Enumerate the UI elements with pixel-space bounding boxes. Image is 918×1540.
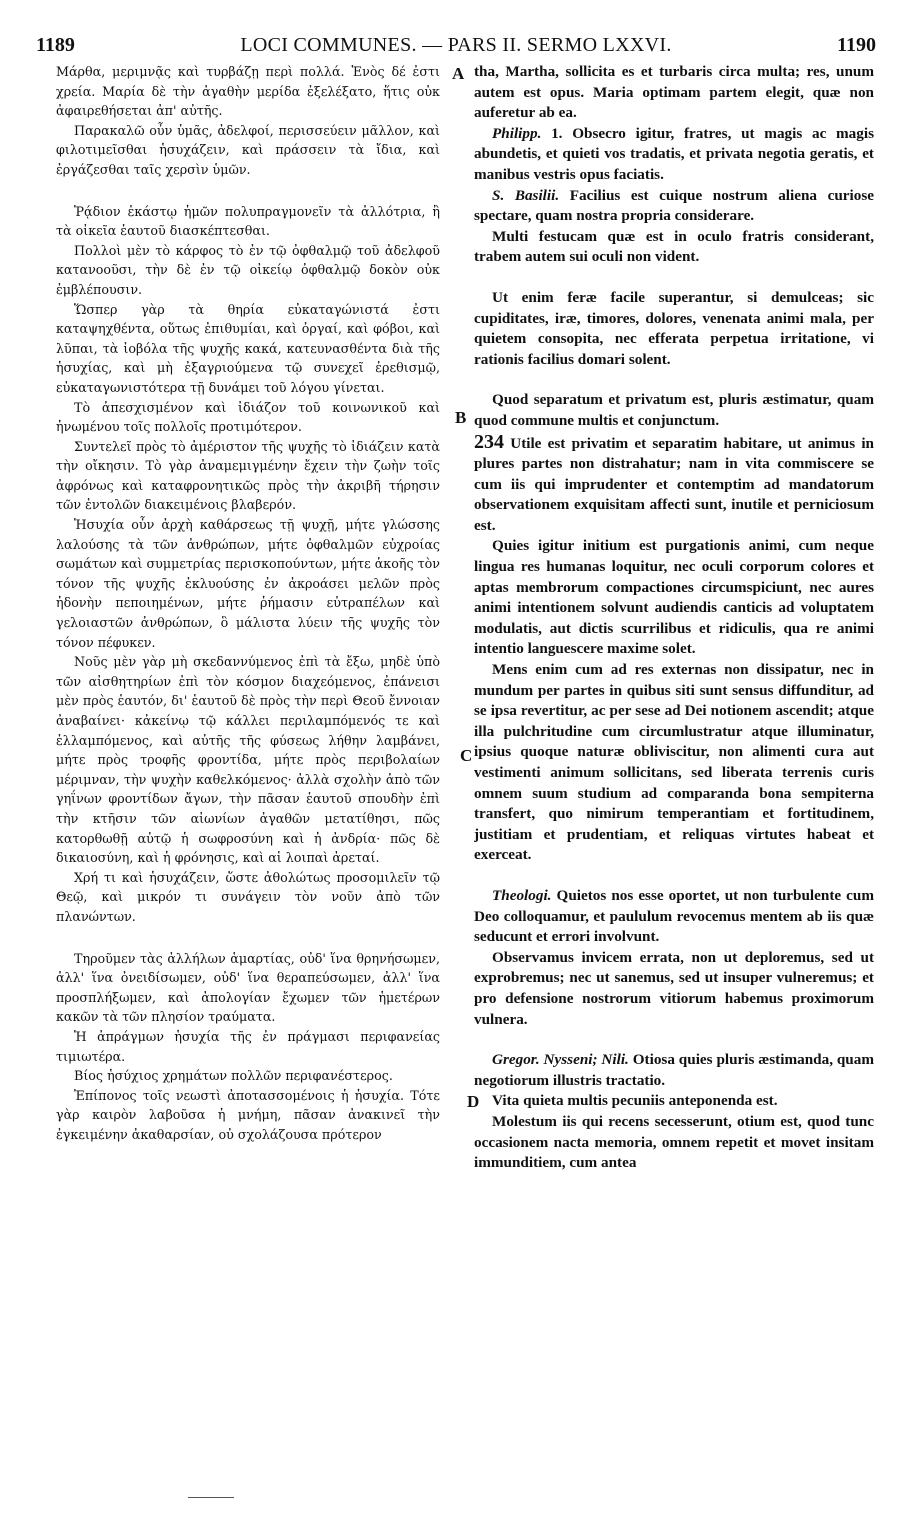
source-label: Philipp. [492,124,542,142]
paragraph-gap [474,866,874,886]
latin-paragraph [474,124,874,186]
running-header [36,34,876,56]
greek-paragraph: Ἡσυχία οὖν ἀρχὴ καθάρσεως τῇ ψυχῇ, μήτε γλώσσης λαλούσης τὰ τῶν ἀνθρώπων, μήτε ὀφθαλμῶν εὐχροίας σωμάτων καὶ συμμετρίας περισκοπούντων, μήτε ἀκοῆς τὸν τόνον τῆς ψυχῆς ἐκλυούσης ἐν ἀκροάσει μελῶν πρὸς ἡδονὴν πεποιημένων, μήτε ῥήμασιν εὐτραπέλων καὶ γελοιαστῶν ἀνθρώπων, ὃ μάλιστα λύειν τῆς ψυχῆς τὸν τόνον πέφυκεν. [56,517,440,650]
paragraph-gap [56,927,440,949]
greek-paragraph: Τὸ ἀπεσχισμένον καὶ ἰδιάζον τοῦ κοινωνικοῦ καὶ ἡνωμένου τοῖς πολλοῖς προτιμότερον. [56,399,440,435]
latin-paragraph: Quod separatum et privatum est, pluris æstimatur, quam quod commune multis et conjunctum. [474,391,874,429]
paragraph-gap [474,370,874,390]
latin-text: Utile est privatim et separatim habitare, ut animus in plures partes non distrahatur; nam in vita commiscere se cum iis qui imprudenter et contemptim ad mandatorum observationem exquisitam affecti sunt, inutile et perniciosum est. [474,434,874,534]
greek-paragraph: Τηροῦμεν τὰς ἀλλήλων ἁμαρτίας, οὐδ' ἵνα θρηνήσωμεν, ἀλλ' ἵνα ὀνειδίσωμεν, οὐδ' ἵνα θεραπεύσωμεν, ἀλλ' ἵνα προσπλήξωμεν, καὶ ἀπολογίαν ἔχωμεν τῶν ἡμετέρων κακῶν τὰ τῶν πλησίον τραύματα. [56,950,440,1025]
greek-paragraph: Ἐπίπονος τοῖς νεωστὶ ἀποτασσομένοις ἡ ἡσυχία. Τότε γὰρ καιρὸν λαβοῦσα ἡ μνήμη, πᾶσαν ἀνακινεῖ τὴν ἐγκειμένην ἀκαθαρσίαν, οὐ σχολάζουσα πρότερον [56,1087,440,1142]
source-label: S. Basilii. [492,186,560,204]
margin-marker-a: A [452,64,465,83]
latin-paragraph [474,186,874,227]
latin-text: Facilius est cuique nostrum aliena curiose spectare, quam nostra propria considerare. [474,186,874,225]
latin-paragraph [474,886,874,948]
latin-paragraph: Mens enim cum ad res externas non dissipatur, nec in mundum per partes in quibus siti sunt sensus diffunditur, ad se ipsa revertitur, ac per sese ad Dei notionem ascendit; atque illa pulchritudine cum circumlustratur atque illuminatur, ipsius quoque naturæ obliviscitur, non alimenti cura aut vestimenti animum sollicitans, sed liberata terrenis curis omnem suum studium ad comparanda bona sempiterna transfert, quo nimirum temperantiam et fortitudinem, justitiam et prudentiam, et reliquas virtutes habeat et exerceat. [474,661,874,864]
latin-text: Quietos nos esse oportet, ut non turbulente cum Deo colloquamur, et paululum revocemus mentem ab iis quæ seducunt et errori involvunt. [474,886,874,946]
greek-paragraph: Παρακαλῶ οὖν ὑμᾶς, ἀδελφοί, περισσεύειν μᾶλλον, καὶ φιλοτιμεῖσθαι ἡσυχάζειν, καὶ πράσσειν τὰ ἴδια, καὶ ἐργάζεσθαι ταῖς χερσὶν ὑμῶν. [56,122,440,177]
paragraph-gap [474,268,874,288]
greek-paragraph: Ὥσπερ γὰρ τὰ θηρία εὐκαταγώνιστά ἐστι καταψηχθέντα, οὕτως ἐπιθυμίαι, καὶ ὀργαί, καὶ φόβοι, καὶ λῦπαι, τὰ ἰοβόλα τῆς ψυχῆς κακά, κατευνασθέντα διὰ τῆς ἡσυχίας, καὶ μὴ ἐξαγριούμενα τῷ συνεχεῖ ἐρεθισμῷ, εὐκαταγωνιστότερα τῇ δυνάμει τοῦ λόγου γίνεται. [56,301,440,395]
greek-paragraph: Νοῦς μὲν γὰρ μὴ σκεδαννύμενος ἐπὶ τὰ ἔξω, μηδὲ ὑπὸ τῶν αἰσθητηρίων ἐπὶ τὸν κόσμον διαχεόμενος, ἐπάνεισι μὲν πρὸς ἑαυτόν, δι' ἑαυτοῦ δὲ πρὸς τὴν περὶ Θεοῦ ἔννοιαν ἀναβαίνει· κἀκείνῳ τῷ κάλλει περιλαμπόμενός τε καὶ ἐλλαμπόμενος, καὶ αὐτῆς τῆς φύσεως λήθην λαμβάνει, μήτε πρὸς τροφῆς φροντίδα, μήτε πρὸς περιβολαίων μέριμναν, τὴν ψυχὴν καθελκόμενος· ἀλλὰ σχολὴν ἀπὸ τῶν γηΐνων φροντίδων ἄγων, τὴν πᾶσαν ἑαυτοῦ σπουδὴν ἐπὶ τὴν κτῆσιν τῶν αἰωνίων ἀγαθῶν μετατίθησι, πῶς κατορθωθῇ αὐτῷ ἡ σωφροσύνη καὶ ἡ ἀνδρία· πῶς δὲ δικαιοσύνη, καὶ ἡ φρόνησις, καὶ αἱ λοιπαὶ ἀρεταί. [56,654,440,866]
greek-paragraph: Ῥᾴδιον ἑκάστῳ ἡμῶν πολυπραγμονεῖν τὰ ἀλλότρια, ἢ τὰ οἰκεῖα ἑαυτοῦ διασκέπτεσθαι. [56,203,440,239]
latin-paragraph: Vita quieta multis pecuniis anteponenda est. [492,1092,778,1110]
latin-paragraph [474,1050,874,1091]
greek-paragraph: Μάρθα, μεριμνᾷς καὶ τυρβάζῃ περὶ πολλά. Ἑνὸς δέ ἐστι χρεία. Μαρία δὲ τὴν ἀγαθὴν μερίδα ἐξελέξατο, ἥτις οὐκ ἀφαιρεθήσεται ἀπ' αὐτῆς. [56,64,440,119]
greek-paragraph: Χρή τι καὶ ἡσυχάζειν, ὥστε ἀθολώτως προσομιλεῖν τῷ Θεῷ, καὶ μικρόν τι συνάγειν τὸν νοῦν ἀπὸ τῶν πλανώντων. [56,869,440,924]
margin-marker-d: D [467,1092,480,1111]
paragraph-gap [56,180,440,202]
page-number-left: 1189 [36,34,75,56]
margin-marker-b: B [455,408,467,427]
latin-paragraph: Quies igitur initium est purgationis animi, cum neque lingua res humanas loquitur, nec oculi corporum colores et aptas membrorum compactiones circumspiciunt, nec aures animi intentionem solvunt audiendis canticis ad voluptatem modulatis, aut dictis scurrilibus et ridiculis, qua re animi intentio languescere maxime solet. [474,537,874,658]
margin-marker-c: C [460,746,473,765]
greek-paragraph: Βίος ἡσύχιος χρημάτων πολλῶν περιφανέστερος. [74,1068,393,1084]
greek-paragraph: Ἡ ἀπράγμων ἡσυχία τῆς ἐν πράγμασι περιφανείας τιμιωτέρα. [56,1028,440,1064]
greek-paragraph: Πολλοὶ μὲν τὸ κάρφος τὸ ἐν τῷ ὀφθαλμῷ τοῦ ἀδελφοῦ κατανοοῦσι, τὴν δὲ ἐν τῷ οἰκείῳ ὀφθαλμῷ δοκὸν οὐκ ἐμβλέπουσιν. [56,242,440,297]
running-title: LOCI COMMUNES. — PARS II. SERMO LXXVI. [240,34,672,56]
paragraph-gap [474,1030,874,1050]
greek-paragraph: Συντελεῖ πρὸς τὸ ἀμέριστον τῆς ψυχῆς τὸ ἰδιάζειν κατὰ τὴν οἴκησιν. Τὸ γὰρ ἀναμεμιγμένην ἔχειν τὴν ζωὴν τοῖς ἀφρόνως καὶ καταφρονητικῶς πρὸς τὴν ἀκριβῆ τήρησιν τῶν ἐντολῶν διακειμένοις βλαβερόν. [56,438,440,513]
latin-column [474,62,874,1502]
latin-text: 1. Obsecro igitur, fratres, ut magis ac magis abundetis, et quieti vos tradatis, et privata negotia geratis, et manibus vestris opus faciatis. [474,124,874,183]
page-number-right: 1190 [837,34,876,56]
latin-paragraph: Multi festucam quæ est in oculo fratris considerant, trabem autem sui oculi non vident. [474,227,874,266]
source-label: Theologi. [492,886,552,904]
latin-paragraph [474,432,874,537]
latin-paragraph: Molestum iis qui recens secesserunt, otium est, quod tunc occasionem nacta memoria, omnem repetit et movet insitam immunditiem, cum antea [474,1112,874,1172]
latin-text: Otiosa quies pluris æstimanda, quam negotiorum illustris tractatio. [474,1051,874,1089]
source-label: Gregor. Nysseni; Nili. [492,1051,629,1069]
latin-paragraph: tha, Martha, sollicita es et turbaris circa multa; res, unum autem est opus. Maria optimam partem elegit, quæ non auferetur ab ea. [474,63,874,122]
footer-rule [188,1497,234,1498]
greek-column [56,62,440,1502]
section-number: 234 [474,430,504,453]
latin-paragraph: Ut enim feræ facile superantur, si demulceas; sic cupiditates, iræ, timores, dolores, venenata animi mala, per quietem consopita, nec efferata perpetua irritatione, vi rationis facilius domari solent. [474,288,874,368]
latin-paragraph: Observamus invicem errata, non ut deploremus, sed ut exprobremus; nec ut sanemus, sed ut insuper vulneremus; et pro defensione nostrorum vitiorum habemus proximorum vulnera. [474,948,874,1028]
